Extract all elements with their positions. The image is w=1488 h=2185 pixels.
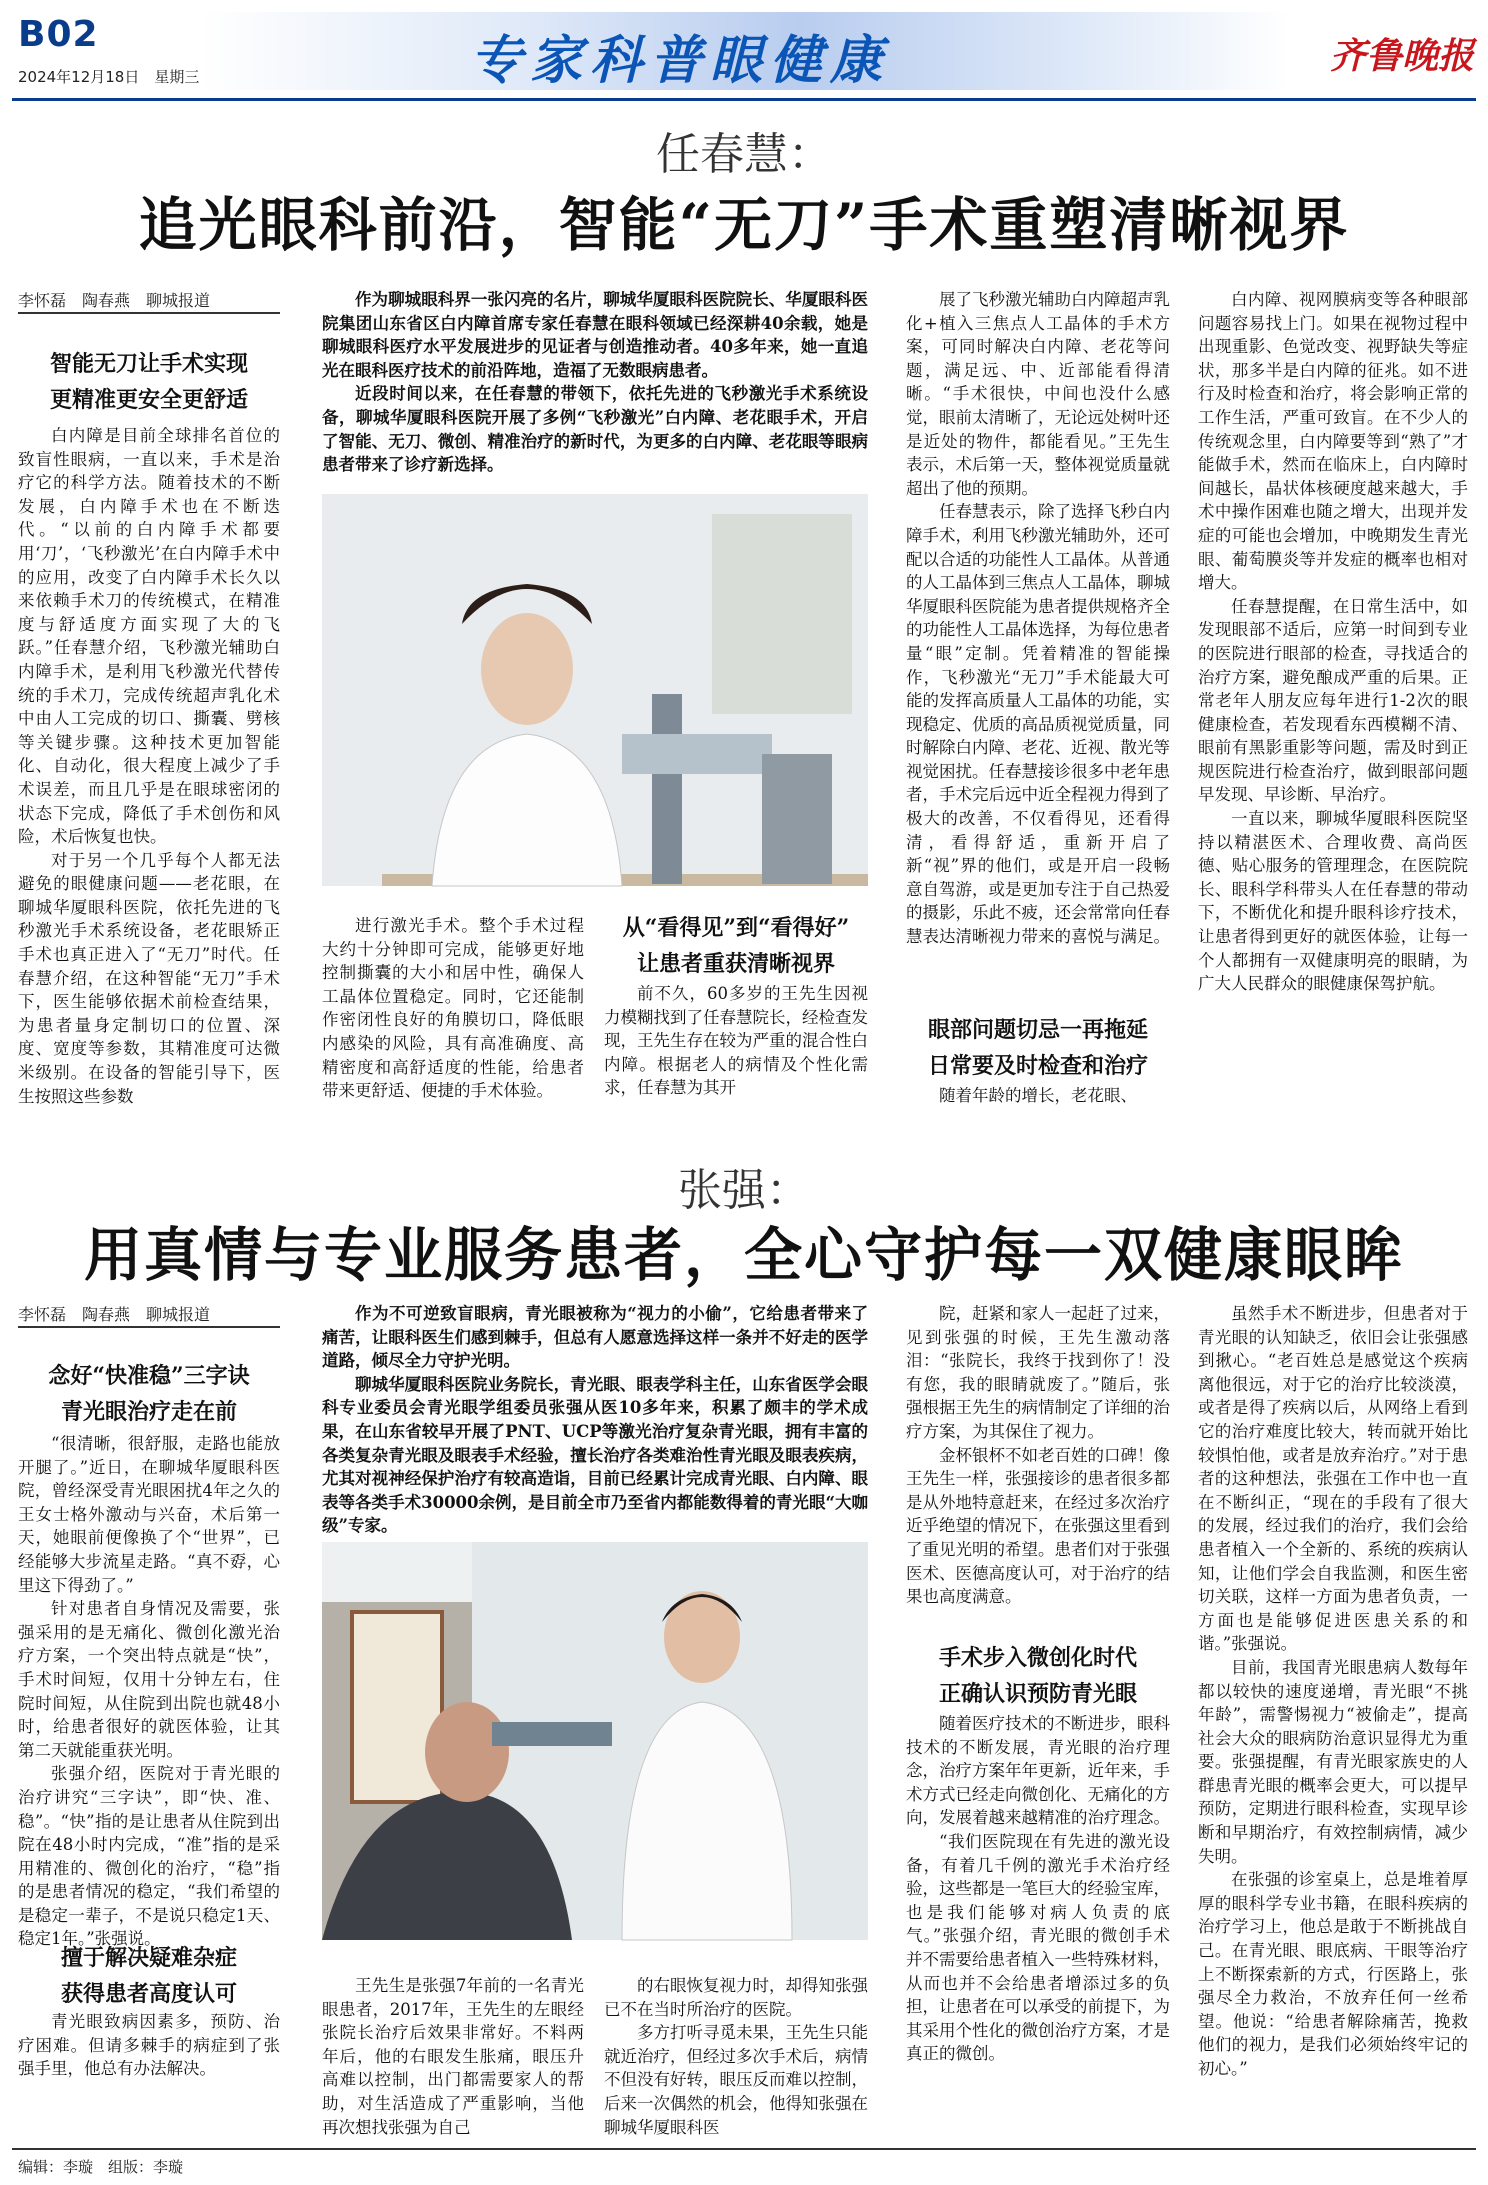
article1-subhead-3: 眼部问题切忌一再拖延 日常要及时检查和治疗	[927, 1017, 1148, 1079]
footer-rule	[12, 2148, 1476, 2150]
article2-column-5: 虽然手术不断进步，但患者对于青光眼的认知缺乏，依旧会让张强感到揪心。“老百姓总是感觉这个疾病离他很远，对于它的治疗比较淡漠，或者是得了疾病以后，从网络上看到它的治疗难度比较大，转而就开始比较惧怕他，或者是放弃治疗。”对于患者的这种想法，张强在工作中也一直在不断纠正，“现在的手段有了很大的发展，经过我们的治疗，我们会给患者植入一个全新的、系统的疾病认知，让他们学会自我监测，和医生密切关联，这样一方面为患者负责，一方面也是能够促进医患关系的和谐。”张强说。 目前，我国青光眼患病人数每年都以较快的速度递增，青光眼“不挑年龄”，需警惕视力“被偷走”，提高社会大众的眼病防治意识显得尤为重要。张强提醒，有青光眼家族史的人群患青光眼的概率会更大，可以提早预防，定期进行眼科检查，实现早诊断和早期治疗，有效控制病情，减少失明。 在张强的诊室桌上，总是堆着厚厚的眼科学专业书籍，在眼科疾病的治疗学习上，他总是敢于不断挑战自己。在青光眼、眼底病、干眼等治疗上不断探索新的方式，行医路上，张强尽全力救治，不放弃任何一丝希望。他说：“给患者解除痛苦，挽救他们的视力，是我们必须始终牢记的初心。”	[1198, 1304, 1468, 2078]
article2-column-4: 院，赶紧和家人一起赶了过来，见到张强的时候，王先生激动落泪：“张院长，我终于找到你了！没有您，我的眼睛就废了。”随后，张强根据王先生的病情制定了详细的治疗方案，为其保住了视力。 金杯银杯不如老百姓的口碑！像王先生一样，张强接诊的患者很多都是从外地特意赶来，在经过多次治疗近乎绝望的情况下，在张强这里看到了重见光明的希望。患者们对于张强医术、医德高度认可，对于治疗的结果也高度满意。	[906, 1304, 1170, 1607]
article2-subhead-1: 念好“快准稳”三字诀 青光眼治疗走在前	[48, 1363, 250, 1425]
article1-kicker: 任春慧：	[656, 129, 832, 180]
newspaper-logo: 齐鲁晚报	[1330, 35, 1475, 77]
article2-lead: 作为不可逆致盲眼病，青光眼被称为“视力的小偷”，它给患者带来了痛苦，让眼科医生们感到棘手，但总有人愿意选择这样一条并不好走的医学道路，倾尽全力守护光明。 聊城华厦眼科医院业务院长，青光眼、眼表学科主任，山东省医学会眼科专业委员会青光眼学组委员张强从医10多年来，积累了颇丰的学术成果，在山东省较早开展了PNT、UCP等激光治疗复杂青光眼，拥有丰富的各类复杂青光眼及眼表手术经验，擅长治疗各类难治性青光眼及眼表疾病，尤其对视神经保护治疗有较高造诣，目前已经累计完成青光眼、白内障、眼表等各类手术30000余例，是目前全市乃至省内都能数得着的青光眼“大咖级”专家。	[322, 1304, 868, 1536]
article1-column-4: 展了飞秒激光辅助白内障超声乳化+植入三焦点人工晶体的手术方案，可同时解决白内障、老花等问题，满足远、中、近部能看得清晰。“手术很快，中间也没什么感觉，眼前太清晰了，无论远处树叶还是近处的物件，都能看见。”王先生表示，术后第一天，整体视觉质量就超出了他的预期。 任春慧表示，除了选择飞秒白内障手术，利用飞秒激光辅助外，还可配以合适的功能性人工晶体。从普通的人工晶体到三焦点人工晶体，聊城华厦眼科医院能为患者提供规格齐全的功能性人工晶体选择，为每位患者量“眼”定制。凭着精准的智能操作，飞秒激光“无刀”手术能最大可能的发挥高质量人工晶体的功能，实现稳定、优质的高品质视觉质量，同时解除白内障、老花、近视、散光等视觉困扰。任春慧接诊很多中老年患者，手术完后远中近全程视力得到了极大的改善，不仅看得见，还看得清，看得舒适，重新开启了新“视”界的他们，或是开启一段畅意自驾游，或是更加专注于自己热爱的摄影，乐此不疲，还会常常向任春慧表达清晰视力带来的喜悦与满足。	[906, 290, 1170, 947]
byline-rule	[18, 312, 280, 314]
article1-photo	[322, 494, 868, 886]
article2-kicker: 张强：	[678, 1165, 810, 1216]
article2-subhead-3: 手术步入微创化时代 正确认识预防青光眼	[938, 1645, 1137, 1707]
article2-headline: 用真情与专业服务患者，全心守护每一双健康眼眸	[83, 1221, 1404, 1289]
article1-column-2b: 进行激光手术。整个手术过程大约十分钟即可完成，能够更好地控制撕囊的大小和居中性，确保人工晶体位置稳定。同时，它还能制作密闭性良好的角膜切口，降低眼内感染的风险，具有高准确度、高精密度和高舒适度的性能，给患者带来更舒适、便捷的手术体验。	[322, 916, 584, 1101]
page-footer: 编辑：李璇 组版：李璇	[18, 2158, 184, 2176]
section-title: 专家科普眼健康	[470, 31, 891, 91]
issue-date: 2024年12月18日 星期三	[18, 68, 200, 86]
article2-column-3b: 的右眼恢复视力时，却得知张强已不在当时所治疗的医院。 多方打听寻觅未果，王先生只能就近治疗，但经过多次手术后，病情不但没有好转，眼压反而难以控制，后来一次偶然的机会，他得知张强在聊城华厦眼科医	[604, 1976, 868, 2137]
article1-column-4b: 随着年龄的增长，老花眼、	[939, 1086, 1137, 1105]
article1-lead: 作为聊城眼科界一张闪亮的名片，聊城华厦眼科医院院长、华厦眼科医院集团山东省区白内障首席专家任春慧在眼科领域已经深耕40余载，她是聊城眼科医疗水平发展进步的见证者与创造推动者。40多年来，她一直追光在眼科医疗技术的前沿阵地，造福了无数眼病患者。 近段时间以来，在任春慧的带领下，依托先进的飞秒激光手术系统设备，聊城华厦眼科医院开展了多例“飞秒激光”白内障、老花眼手术，开启了智能、无刀、微创、精准治疗的新时代，为更多的白内障、老花眼等眼病患者带来了诊疗新选择。	[322, 290, 868, 475]
article2-column-2b: 王先生是张强7年前的一名青光眼患者，2017年，王先生的左眼经张院长治疗后效果非常好。不料两年后，他的右眼发生胀痛，眼压升高难以控制，出门都需要家人的帮助，对生活造成了严重影响，当他再次想找张强为自己	[322, 1976, 584, 2137]
byline-rule	[18, 1326, 280, 1328]
article2-column-4b: 随着医疗技术的不断进步，眼科技术的不断发展，青光眼的治疗理念，治疗方案年年更新，近年来，手术方式已经走向微创化、无痛化的方向，发展着越来越精准的治疗理念。 “我们医院现在有先进的激光设备，有着几千例的激光手术治疗经验，这些都是一笔巨大的经验宝库，也是我们能够对病人负责的底气。”张强介绍，青光眼的微创手术并不需要给患者植入一些特殊材料，从而也并不会给患者增添过多的负担，让患者在可以承受的前提下，为其采用个性化的微创治疗方案，才是真正的微创。	[906, 1714, 1170, 2064]
masthead	[0, 0, 1488, 98]
page-number: B02	[18, 14, 99, 55]
doctor-examining-patient-image	[322, 1542, 868, 1940]
article1-headline: 追光眼科前沿，智能“无刀”手术重塑清晰视界	[138, 191, 1350, 259]
article2-photo	[322, 1542, 868, 1940]
article1-column-1: 白内障是目前全球排名首位的致盲性眼病，一直以来，手术是治疗它的科学方法。随着技术的不断发展，白内障手术也在不断迭代。“以前的白内障手术都要用‘刀’，‘飞秒激光’在白内障手术中的应用，改变了白内障手术长久以来依赖手术刀的传统模式，在精准度与舒适度方面实现了大的飞跃。”任春慧介绍，飞秒激光辅助白内障手术，是利用飞秒激光代替传统的手术刀，完成传统超声乳化术中由人工完成的切口、撕囊、劈核等关键步骤。这种技术更加智能化、自动化，很大程度上减少了手术误差，而且几乎是在眼球密闭的状态下完成，降低了手术创伤和风险，术后恢复也快。 对于另一个几乎每个人都无法避免的眼健康问题——老花眼，在聊城华厦眼科医院，依托先进的飞秒激光手术系统设备，老花眼矫正手术也真正进入了“无刀”时代。任春慧介绍，在这种智能“无刀”手术下，医生能够依据术前检查结果，为患者量身定制切口的位置、深度、宽度等参数，其精准度可达微米级别。在设备的智能引导下，医生按照这些参数	[18, 426, 280, 1106]
article2-column-1b: 青光眼致病因素多，预防、治疗困难。但请多棘手的病症到了张强手里，他总有办法解决。	[18, 2012, 280, 2079]
article2-column-1: “很清晰，很舒服，走路也能放开腿了。”近日，在聊城华厦眼科医院，曾经深受青光眼困扰4年之久的王女士格外激动与兴奋，术后第一天，她眼前便像换了个“世界”，已经能够大步流星走路。“真不孬，心里这下得劲了。” 针对患者自身情况及需要，张强采用的是无痛化、微创化激光治疗方案，一个突出特点就是“快”，手术时间短，仅用十分钟左右，住院时间短，从住院到出院也就48小时，给患者很好的就医体验，让其第二天就能重获光明。 张强介绍，医院对于青光眼的治疗讲究“三字诀”，即“快、准、稳”。“快”指的是让患者从住院到出院在48小时内完成，“准”指的是采用精准的、微创化的治疗，“稳”指的是患者情况的稳定，“我们希望的是稳定一辈子，不是说只稳定1天、稳定1年。”张强说。	[18, 1434, 280, 1949]
article1-subhead-2: 从“看得见”到“看得好” 让患者重获清晰视界	[622, 915, 850, 977]
doctor-portrait-image	[322, 494, 868, 886]
masthead-rule	[12, 98, 1476, 101]
article1-byline: 李怀磊 陶春燕 聊城报道	[18, 291, 211, 310]
article1-column-5: 白内障、视网膜病变等各种眼部问题容易找上门。如果在视物过程中出现重影、色觉改变、视野缺失等症状，那多半是白内障的征兆。如不进行及时检查和治疗，将会影响正常的工作生活，严重可致盲。在不少人的传统观念里，白内障要等到“熟了”才能做手术，然而在临床上，白内障时间越长，晶状体核硬度越来越大，手术中操作困难也随之增大，出现并发症的可能也会增加，中晚期发生青光眼、葡萄膜炎等并发症的概率也相对增大。 任春慧提醒，在日常生活中，如发现眼部不适后，应第一时间到专业的医院进行眼部的检查，寻找适合的治疗方案，避免酿成严重的后果。正常老年人朋友应每年进行1-2次的眼健康检查，若发现看东西模糊不清、眼前有黑影重影等问题，需及时到正规医院进行检查治疗，做到眼部问题早发现、早诊断、早治疗。 一直以来，聊城华厦眼科医院坚持以精湛医术、合理收费、高尚医德、贴心服务的管理理念，在医院院长、眼科学科带头人在任春慧的带动下，不断优化和提升眼科诊疗技术，让患者得到更好的就医体验，让每一个人都拥有一双健康明亮的眼睛，为广大人民群众的眼健康保驾护航。	[1198, 290, 1468, 994]
article2-subhead-2: 擅于解决疑难杂症 获得患者高度认可	[60, 1945, 237, 2007]
article1-column-3b: 前不久，60多岁的王先生因视力模糊找到了任春慧院长，经检查发现，王先生存在较为严重的混合性白内障。根据老人的病情及个性化需求，任春慧为其开	[604, 984, 868, 1098]
article2-byline: 李怀磊 陶春燕 聊城报道	[18, 1305, 211, 1324]
article1-subhead-1: 智能无刀让手术实现 更精准更安全更舒适	[49, 351, 248, 413]
